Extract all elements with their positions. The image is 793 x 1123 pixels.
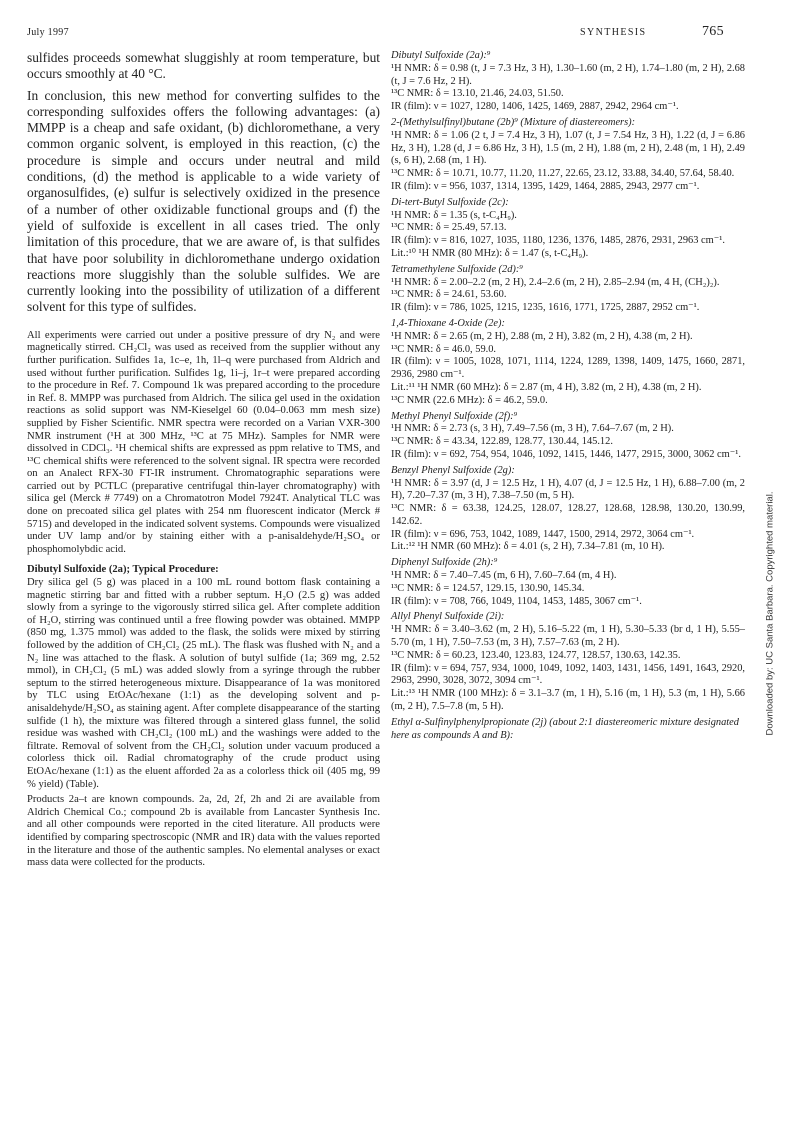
compound-data-list <box>391 50 745 742</box>
right-column <box>391 50 745 745</box>
procedure-paragraph: Products 2a–t are known compounds. 2a, 2d, 2f, 2h and 2i are available from Aldrich Chemical Co.; compound 2b is available from Lancaster Synthesis Inc. and all other compounds were reported in the cited literature. All products were identified by comparing spectroscopic (NMR and IR) data with the values reported in the literature and those of the authentic samples. No elemental analyses or exact mass data were collected for the products. <box>27 794 380 869</box>
compound-name: 1,4-Thioxane 4-Oxide (2e): <box>391 317 505 329</box>
spectral-data-line: ¹H NMR: δ = 3.40–3.62 (m, 2 H), 5.16–5.22 (m, 1 H), 5.30–5.33 (br d, 1 H), 5.55–5.70 (m, 1 H), 7.50–7.53 (m, 3 H), 7.57–7.63 (m, 2 H). <box>391 624 745 649</box>
procedure-heading: Dibutyl Sulfoxide (2a); Typical Procedure: <box>27 564 219 576</box>
spectral-data-line: ¹³C NMR: δ = 124.57, 129.15, 130.90, 145.34. <box>391 582 585 594</box>
procedure-paragraph: Dry silica gel (5 g) was placed in a 100 mL round bottom flask containing a magnetic stirring bar and fitted with a rubber septum. H₂O (2.5 g) was added slowly from a syringe to the vigorously stirred silica gel. After complete addition of H₂O, stirring was continued until a free flowing powder was obtained. MMPP (850 mg, 1.375 mmol) was added to the flask, the solids were mixed by stirring followed by the addition of CH₂Cl₂ (25 mL). The flask was flushed with N₂ and a N₂ line was attached to the flask. A solution of butyl sulfide (1a; 369 mg, 2.52 mmol), in CH₂Cl₂ (5 mL) was added slowly from a syringe through the rubber septum to the stirred heterogeneous mixture. Disappearance of 1a was monitored by TLC using EtOAc/hexane (1:1) as the developing solvent and p-anisaldehyde/H₂SO₄ as staining agent. After complete disappearance of the starting sulfide (1 h), the mixture was filtered through a sintered glass funnel, the solid residue was washed with CH₂Cl₂ (100 mL) and the washings were added to the filtrate. Removal of solvent from the CH₂Cl₂ solution under vacuum produced a colorless thick oil. Radial chromatography of the crude product using EtOAc/hexane (1:1) as the eluent afforded 2a as a colorless thick oil (405 mg, 99 % yield) (Table). <box>27 577 380 790</box>
spectral-data-line: ¹H NMR: δ = 7.40–7.45 (m, 6 H), 7.60–7.64 (m, 4 H). <box>391 570 617 582</box>
experimental-section <box>27 330 380 557</box>
left-column <box>27 50 380 873</box>
compound-entry <box>391 717 745 743</box>
download-watermark <box>760 420 780 740</box>
compound-name: 2-(Methylsulfinyl)butane (2b)⁹ (Mixture of diastereomers): <box>391 116 636 128</box>
spectral-data-line: ¹³C NMR: δ = 13.10, 21.46, 24.03, 51.50. <box>391 88 564 100</box>
spectral-data-line: IR (film): ν = 696, 753, 1042, 1089, 1447, 1500, 2914, 2972, 3064 cm⁻¹. <box>391 528 695 540</box>
download-notice: Downloaded by: UC Santa Barbara. Copyrighted material. <box>764 491 776 736</box>
compound-entry <box>391 557 745 608</box>
spectral-data-line: ¹³C NMR: δ = 24.61, 53.60. <box>391 289 507 301</box>
compound-name: Methyl Phenyl Sulfoxide (2f):⁹ <box>391 410 518 422</box>
procedure-section <box>27 577 380 870</box>
spectral-data-line: ¹³C NMR: δ = 25.49, 57.13. <box>391 222 507 234</box>
compound-name: Allyl Phenyl Sulfoxide (2i): <box>391 611 505 623</box>
compound-name: Benzyl Phenyl Sulfoxide (2g): <box>391 464 515 476</box>
spectral-data-line: IR (film): ν = 956, 1037, 1314, 1395, 1429, 1464, 2885, 2943, 2977 cm⁻¹. <box>391 180 700 192</box>
spectral-data-line: IR (film): ν = 816, 1027, 1035, 1180, 1236, 1376, 1485, 2876, 2931, 2963 cm⁻¹. <box>391 235 725 247</box>
spectral-data-line: ¹³C NMR: δ = 60.23, 123.40, 123.83, 124.77, 128.57, 130.63, 142.35. <box>391 649 681 661</box>
spectral-data-line: ¹³C NMR: δ = 46.0, 59.0. <box>391 343 497 355</box>
spectral-data-line: ¹H NMR: δ = 2.65 (m, 2 H), 2.88 (m, 2 H), 3.82 (m, 2 H), 4.38 (m, 2 H). <box>391 330 693 342</box>
spectral-data-line: ¹H NMR: δ = 3.97 (d, J = 12.5 Hz, 1 H), 4.07 (d, J = 12.5 Hz, 1 H), 6.88–7.00 (m, 2 H), 7.20–7.37 (m, 3 H), 7.38–7.50 (m, 5 H). <box>391 477 745 502</box>
compound-entry <box>391 611 745 713</box>
spectral-data-line: ¹H NMR: δ = 1.06 (2 t, J = 7.4 Hz, 3 H), 1.07 (t, J = 7.54 Hz, 3 H), 1.22 (d, J = 6.86 Hz, 3 H), 1.28 (d, J = 6.86 Hz, 3 H), 1.5 (m, 2 H), 1.88 (m, 2 H), 2.48 (m, 1 H), 2.49 (s, 6 H), 2.68 (m, 1 H). <box>391 129 745 167</box>
spectral-data-line: ¹³C NMR: δ = 63.38, 124.25, 128.07, 128.27, 128.68, 128.98, 130.20, 130.99, 142.62. <box>391 503 745 527</box>
compound-entry <box>391 411 745 462</box>
page-number: 765 <box>702 24 724 39</box>
spectral-data-line: ¹³C NMR: δ = 10.71, 10.77, 11.20, 11.27, 22.65, 23.12, 33.88, 34.40, 57.64, 58.40. <box>391 168 735 180</box>
spectral-data-line: IR (film): ν = 692, 754, 954, 1046, 1092, 1415, 1446, 1477, 2915, 3000, 3062 cm⁻¹. <box>391 448 741 460</box>
spectral-data-line: ¹³C NMR: δ = 43.34, 122.89, 128.77, 130.44, 145.12. <box>391 436 613 448</box>
spectral-data-line: Lit.:¹³ ¹H NMR (100 MHz): δ = 3.1–3.7 (m, 1 H), 5.16 (m, 1 H), 5.3 (m, 1 H), 5.66 (m, 2 H), 7.5–7.8 (m, 5 H). <box>391 688 745 713</box>
spectral-data-line: IR (film): ν = 786, 1025, 1215, 1235, 1616, 1771, 1725, 2887, 2952 cm⁻¹. <box>391 302 700 314</box>
spectral-data-line: ¹H NMR: δ = 2.73 (s, 3 H), 7.49–7.56 (m, 3 H), 7.64–7.67 (m, 2 H). <box>391 423 674 435</box>
running-header-date: July 1997 <box>27 27 69 38</box>
compound-entry <box>391 117 745 194</box>
compound-entry <box>391 465 745 555</box>
body-paragraph: sulfides proceeds somewhat sluggishly at room temperature, but occurs smoothly at 40 °C. <box>27 50 380 82</box>
compound-name: Tetramethylene Sulfoxide (2d):⁹ <box>391 263 523 275</box>
spectral-data-line: IR (film): ν = 708, 766, 1049, 1104, 1453, 1485, 3067 cm⁻¹. <box>391 595 642 607</box>
spectral-data-line: IR (film): ν = 694, 757, 934, 1000, 1049, 1092, 1403, 1431, 1456, 1491, 1643, 2920, 2963, 2990, 3028, 3072, 3094 cm⁻¹. <box>391 662 745 687</box>
compound-name: Ethyl α-Sulfinylphenylpropionate (2j) (about 2:1 diastereomeric mixture designated here as compounds A and B): <box>391 716 739 741</box>
compound-entry <box>391 50 745 114</box>
compound-name: Di-tert-Butyl Sulfoxide (2c): <box>391 196 509 208</box>
spectral-data-line: IR (film): ν = 1027, 1280, 1406, 1425, 1469, 2887, 2942, 2964 cm⁻¹. <box>391 101 679 113</box>
compound-entry <box>391 318 745 408</box>
experimental-paragraph: All experiments were carried out under a positive pressure of dry N₂ and were magnetically stirred. CH₂Cl₂ was used as received from the supplier without any further purification. Sulfides 1a, 1c–e, 1h, 1l–q were purchased from Aldrich and used without further purification. Sulfides 1g, 1i–j, 1r–t were prepared according to the procedure in Ref. 7. Compound 1k was prepared according to the procedure in Ref. 8. MMPP was purchased from Aldrich. The silica gel used in the oxidation reactions as solid support was NM-Kieselgel 60 (0.04–0.063 mm mesh size) supplied by Fisher Scientific. NMR spectra were recorded on a Varian VXR-300 NMR instrument (¹H at 300 MHz, ¹³C at 75 MHz). Samples for NMR were dissolved in CDCl₃. ¹H chemical shifts are expressed as ppm relative to TMS, and ¹³C chemical shifts were referenced to the solvent signal. IR spectra were recorded on an Analect RFX-30 FT-IR instrument. Chromatographic separations were carried out by PCTLC (preparative centrifugal thin-layer chromatography) with silica gel (Merck # 7749) on a Chromatotron Model 7924T. Analytical TLC was done on precoated silica gel plates with 254 nm fluorescent indicator (Merck # 5715) and developed in the indicated solvent systems. Compounds were visualized under UV lamp and/or by staining either with a p-anisaldehyde/H₂SO₄ or phosphomolybdic acid. <box>27 329 380 555</box>
spectral-data-line: IR (film): ν = 1005, 1028, 1071, 1114, 1224, 1289, 1398, 1409, 1475, 1660, 2871, 2936, 2980 cm⁻¹. <box>391 356 745 381</box>
conclusion-text <box>27 50 380 316</box>
compound-name: Diphenyl Sulfoxide (2h):⁹ <box>391 557 498 569</box>
compound-entry <box>391 197 745 261</box>
spectral-data-line: ¹H NMR: δ = 1.35 (s, t-C₄H₉). <box>391 209 517 221</box>
spectral-data-line: ¹H NMR: δ = 2.00–2.2 (m, 2 H), 2.4–2.6 (m, 2 H), 2.85–2.94 (m, 4 H, (CH₂)₂). <box>391 276 720 288</box>
spectral-data-line: Lit.:¹⁰ ¹H NMR (80 MHz): δ = 1.47 (s, t-C₄H₉). <box>391 247 589 259</box>
compound-name: Dibutyl Sulfoxide (2a):⁹ <box>391 50 491 61</box>
running-header-journal: SYNTHESIS <box>580 27 647 38</box>
spectral-data-line: ¹³C NMR (22.6 MHz): δ = 46.2, 59.0. <box>391 394 548 406</box>
spectral-data-line: ¹H NMR: δ = 0.98 (t, J = 7.3 Hz, 3 H), 1.30–1.60 (m, 2 H), 1.74–1.80 (m, 2 H), 2.68 (t, J = 7.6 Hz, 2 H). <box>391 62 745 87</box>
spectral-data-line: Lit.:¹² ¹H NMR (60 MHz): δ = 4.01 (s, 2 H), 7.34–7.81 (m, 10 H). <box>391 541 665 553</box>
compound-entry <box>391 264 745 315</box>
body-paragraph: In conclusion, this new method for converting sulfides to the corresponding sulfoxides offers the following advantages: (a) MMPP is a cheap and safe oxidant, (b) dichloromethane, a very common organic solvent, is employed in this reaction, (c) the procedure is simple and occurs under neutral and mild conditions, (d) the method is applicable to a wide variety of organosulfides, (e) sulfur is selectively oxidized in the presence of a number of other oxidizable functional groups and (f) the yield of sulfoxide is excellent in all cases tried. The only limitation of this procedure, that we are aware of, is that sulfides that have poor solubility in dichloromethane undergo oxidation reactions more sluggishly than the soluble sulfides. We are currently looking into the possibility of utilization of a different solvent for this type of sulfides. <box>27 87 380 315</box>
spectral-data-line: Lit.:¹¹ ¹H NMR (60 MHz): δ = 2.87 (m, 4 H), 3.82 (m, 2 H), 4.38 (m, 2 H). <box>391 381 702 393</box>
